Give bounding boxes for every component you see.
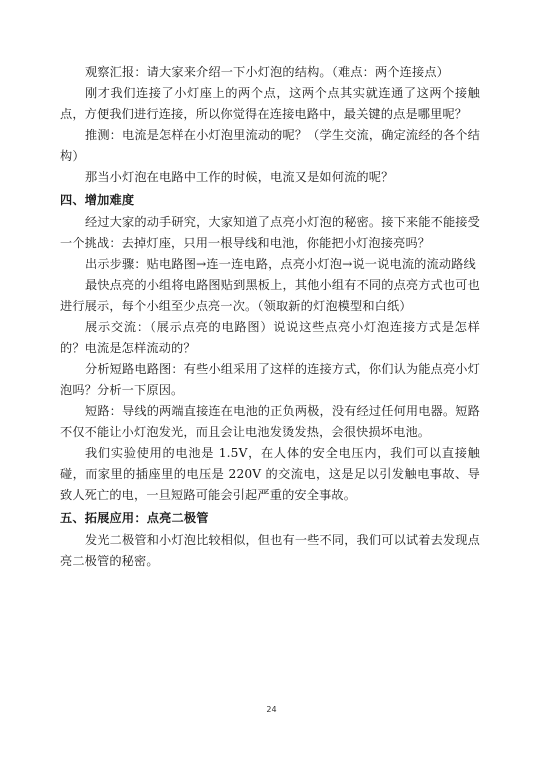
section-heading-increase-difficulty: 四、增加难度 <box>60 193 135 207</box>
paragraph-key-points: 刚才我们连接了小灯座上的两个点，这两个点其实就连通了这两个接触点，方便我们进行连接，所以你觉得在连接电路中，最关键的点是哪里呢？ <box>60 86 480 121</box>
paragraph-challenge: 经过大家的动手研究，大家知道了点亮小灯泡的秘密。接下来能不能接受一个挑战：去掉灯座，只用一根导线和电池，你能把小灯泡接亮吗？ <box>60 215 480 250</box>
paragraph-speculation: 推测：电流是怎样在小灯泡里流动的呢？（学生交流，确定流经的各个结构） <box>60 128 480 163</box>
section-heading-extended-application: 五、拓展应用：点亮二极管 <box>60 511 209 525</box>
paragraph-current-question: 那当小灯泡在电路中工作的时候，电流又是如何流的呢？ <box>85 170 394 184</box>
paragraph-show-exchange: 展示交流：（展示点亮的电路图）说说这些点亮小灯泡连接方式是怎样的？电流是怎样流动的？ <box>60 320 480 355</box>
document-body <box>60 62 480 572</box>
paragraph-led: 发光二极管和小灯泡比较相似，但也有一些不同，我们可以试着去发现点亮二极管的秘密。 <box>60 533 480 568</box>
paragraph-observation-report: 观察汇报：请大家来介绍一下小灯泡的结构。（难点：两个连接点） <box>85 65 450 79</box>
paragraph-short-circuit-definition: 短路：导线的两端直接连在电池的正负两极，没有经过任何用电器。短路不仅不能让小灯泡发光，而且会让电池发烫发热，会很快损坏电池。 <box>60 404 480 439</box>
paragraph-steps: 出示步骤：贴电路图→连一连电路，点亮小灯泡→说一说电流的流动路线 <box>85 257 476 271</box>
paragraph-fastest-group: 最快点亮的小组将电路图贴到黑板上，其他小组有不同的点亮方式也可也进行展示，每个小组至少点亮一次。（领取新的灯泡模型和白纸） <box>60 278 480 313</box>
paragraph-safety-voltage: 我们实验使用的电池是 1.5V，在人体的安全电压内，我们可以直接触碰，而家里的插座里的电压是 220V 的交流电，这是足以引发触电事故、导致人死亡的电，一旦短路可能会引起严重的安全事故。 <box>60 446 480 502</box>
page-number: 24 <box>266 705 277 714</box>
paragraph-short-circuit-analysis: 分析短路电路图：有些小组采用了这样的连接方式，你们认为能点亮小灯泡吗？分析一下原因。 <box>60 362 480 397</box>
